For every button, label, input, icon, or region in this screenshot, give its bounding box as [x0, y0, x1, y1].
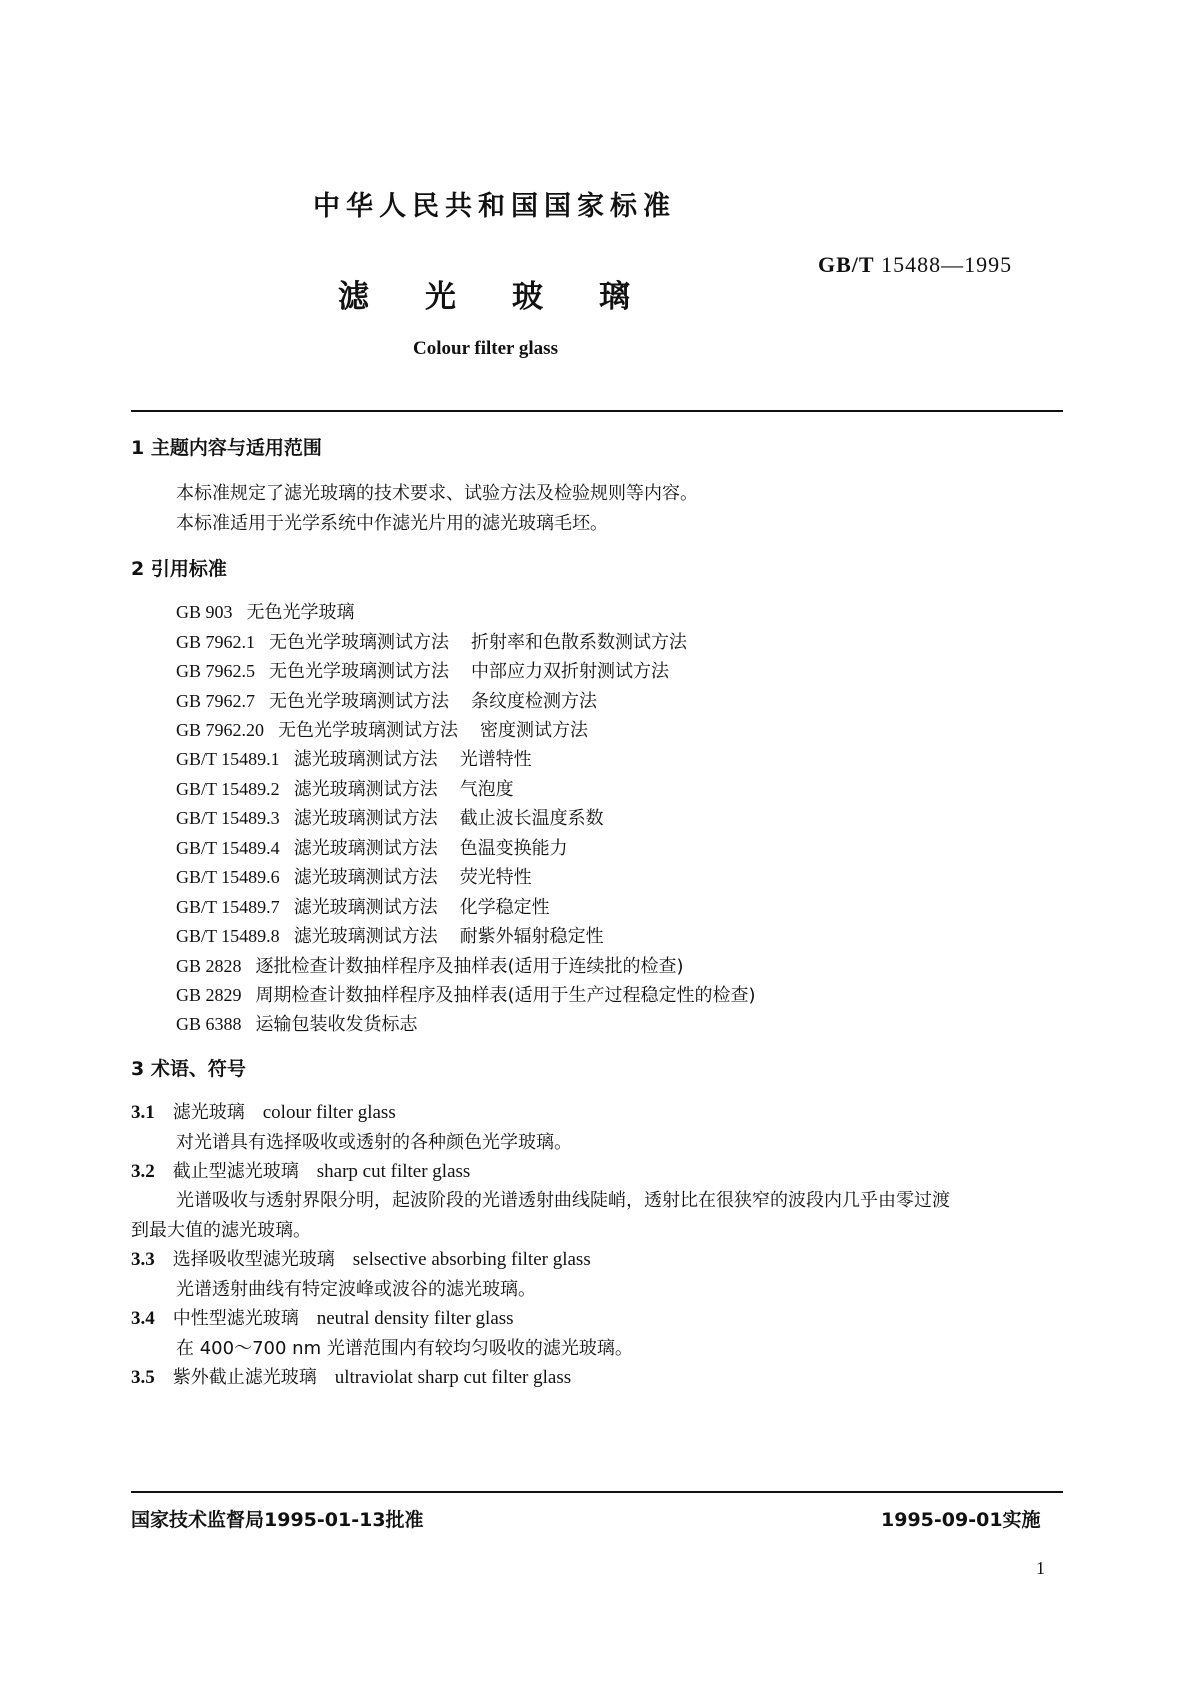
term-name-cn: 截止型滤光玻璃: [172, 1161, 299, 1182]
reference-code: GB/T 15489.1: [176, 749, 280, 769]
reference-method: 密度测试方法: [480, 720, 589, 741]
section-1-paragraph: 本标准适用于光学系统中作滤光片用的滤光玻璃毛坯。: [176, 513, 608, 534]
reference-item: [176, 834, 568, 860]
reference-title: 滤光玻璃测试方法: [293, 779, 438, 800]
reference-title: 周期检查计数抽样程序及抽样表(适用于生产过程稳定性的检查): [255, 985, 756, 1006]
term-definition: 到最大值的滤光玻璃。: [131, 1220, 311, 1241]
term-name-en: selsective absorbing filter glass: [352, 1249, 591, 1270]
header-divider: [131, 410, 1063, 412]
term-name-en: colour filter glass: [262, 1102, 396, 1123]
term-number: 3.1: [131, 1102, 155, 1123]
reference-item: [176, 745, 532, 771]
term-entry: [131, 1363, 571, 1389]
standard-code-number: 15488—1995: [881, 252, 1013, 277]
reference-title: 无色光学玻璃测试方法: [269, 632, 450, 653]
reference-method: 耐紫外辐射稳定性: [459, 926, 604, 947]
reference-title: 无色光学玻璃: [246, 602, 355, 623]
reference-title: 无色光学玻璃测试方法: [278, 720, 459, 741]
reference-method: 条纹度检测方法: [471, 691, 598, 712]
reference-title: 逐批检查计数抽样程序及抽样表(适用于连续批的检查): [255, 956, 684, 977]
reference-item: [176, 1010, 418, 1036]
reference-item: [176, 687, 597, 713]
term-entry: [131, 1304, 514, 1330]
term-name-cn: 滤光玻璃: [172, 1102, 245, 1123]
reference-item: [176, 863, 532, 889]
term-definition: 光谱透射曲线有特定波峰或波谷的滤光玻璃。: [176, 1279, 536, 1300]
reference-code: GB/T 15489.4: [176, 838, 280, 858]
standard-code: [818, 252, 1012, 278]
section-1-heading: 1 主题内容与适用范围: [131, 437, 322, 459]
reference-title: 无色光学玻璃测试方法: [269, 661, 450, 682]
reference-item: [176, 893, 550, 919]
effective-date: 1995-09-01实施: [881, 1509, 1041, 1531]
country-standard-heading: 中华人民共和国国家标准: [313, 191, 676, 222]
document-title-cn: 滤光玻璃: [338, 279, 686, 315]
term-number: 3.2: [131, 1161, 155, 1182]
term-definition: 在 400～700 nm 光谱范围内有较均匀吸收的滤光玻璃。: [176, 1338, 633, 1359]
document-title-en: Colour filter glass: [413, 338, 558, 359]
reference-item: [176, 952, 684, 978]
section-3-heading: 3 术语、符号: [131, 1058, 246, 1080]
term-number: 3.5: [131, 1367, 155, 1388]
reference-title: 滤光玻璃测试方法: [293, 749, 438, 770]
reference-title: 滤光玻璃测试方法: [293, 808, 438, 829]
reference-title: 滤光玻璃测试方法: [293, 897, 438, 918]
reference-code: GB 6388: [176, 1014, 242, 1034]
reference-item: [176, 981, 756, 1007]
reference-item: [176, 775, 514, 801]
term-name-cn: 紫外截止滤光玻璃: [172, 1367, 317, 1388]
term-entry: [131, 1098, 396, 1124]
term-name-en: sharp cut filter glass: [316, 1161, 471, 1182]
reference-title: 滤光玻璃测试方法: [293, 867, 438, 888]
reference-title: 运输包装收发货标志: [255, 1014, 418, 1035]
reference-code: GB/T 15489.3: [176, 808, 280, 828]
term-name-en: ultraviolat sharp cut filter glass: [334, 1367, 572, 1388]
reference-code: GB/T 15489.7: [176, 897, 280, 917]
approval-date: 国家技术监督局1995-01-13批准: [131, 1509, 424, 1531]
term-name-cn: 选择吸收型滤光玻璃: [172, 1249, 335, 1270]
term-name-cn: 中性型滤光玻璃: [172, 1308, 299, 1329]
page-number: 1: [1036, 1558, 1045, 1578]
reference-code: GB 2828: [176, 956, 242, 976]
section-1-paragraph: 本标准规定了滤光玻璃的技术要求、试验方法及检验规则等内容。: [176, 483, 698, 504]
reference-code: GB 7962.7: [176, 691, 256, 711]
reference-method: 中部应力双折射测试方法: [471, 661, 670, 682]
reference-method: 气泡度: [459, 779, 514, 800]
reference-item: [176, 598, 355, 624]
reference-code: GB 7962.5: [176, 661, 256, 681]
reference-code: GB 2829: [176, 985, 242, 1005]
reference-item: [176, 628, 687, 654]
reference-method: 色温变换能力: [459, 838, 568, 859]
reference-code: GB/T 15489.6: [176, 867, 280, 887]
reference-item: [176, 804, 604, 830]
reference-method: 截止波长温度系数: [459, 808, 604, 829]
term-definition: 光谱吸收与透射界限分明，起波阶段的光谱透射曲线陡峭，透射比在很狭窄的波段内几乎由零过渡: [176, 1190, 950, 1211]
term-number: 3.3: [131, 1249, 155, 1270]
reference-item: [176, 716, 588, 742]
term-entry: [131, 1157, 470, 1183]
term-number: 3.4: [131, 1308, 155, 1329]
reference-code: GB/T 15489.2: [176, 779, 280, 799]
standard-code-prefix: GB/T: [818, 252, 875, 277]
term-name-en: neutral density filter glass: [316, 1308, 514, 1329]
reference-code: GB 7962.1: [176, 632, 256, 652]
reference-method: 化学稳定性: [459, 897, 550, 918]
reference-title: 滤光玻璃测试方法: [293, 926, 438, 947]
reference-title: 无色光学玻璃测试方法: [269, 691, 450, 712]
footer-divider: [131, 1491, 1063, 1493]
reference-item: [176, 922, 604, 948]
reference-code: GB 903: [176, 602, 233, 622]
reference-method: 折射率和色散系数测试方法: [471, 632, 688, 653]
reference-method: 光谱特性: [459, 749, 532, 770]
reference-title: 滤光玻璃测试方法: [293, 838, 438, 859]
reference-method: 荧光特性: [459, 867, 532, 888]
term-definition: 对光谱具有选择吸收或透射的各种颜色光学玻璃。: [176, 1132, 572, 1153]
reference-code: GB/T 15489.8: [176, 926, 280, 946]
reference-code: GB 7962.20: [176, 720, 265, 740]
term-entry: [131, 1245, 591, 1271]
section-2-heading: 2 引用标准: [131, 558, 227, 580]
reference-item: [176, 657, 669, 683]
